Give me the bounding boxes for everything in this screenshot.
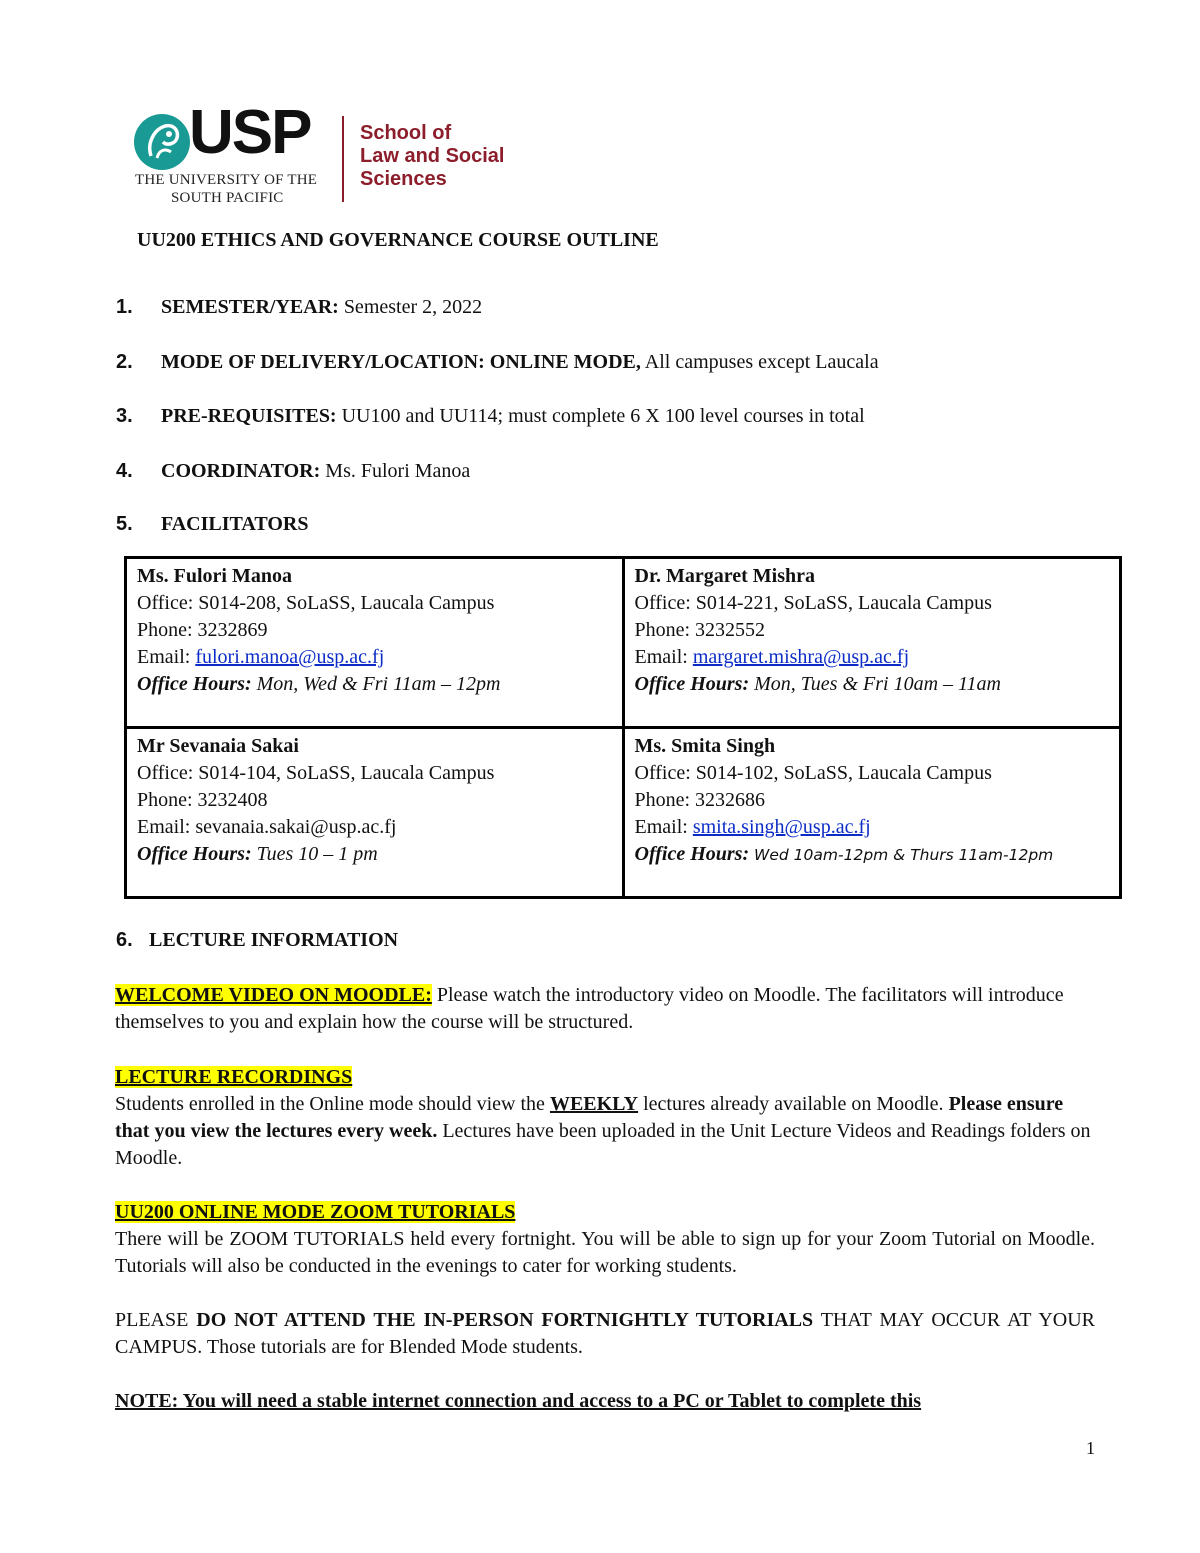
facilitator-email-row (635, 814, 1110, 841)
facilitator-name: Dr. Margaret Mishra (634, 565, 816, 587)
facilitator-office: Office: S014-102, SoLaSS, Laucala Campus (634, 762, 992, 784)
please-bold: DO NOT ATTEND THE IN-PERSON FORTNIGHTLY TUTORIALS (196, 1309, 814, 1331)
item-number: 3. (116, 405, 133, 427)
document-title: UU200 ETHICS AND GOVERNANCE COURSE OUTLINE (137, 229, 659, 251)
facilitator-email-row (137, 814, 612, 841)
welcome-video-label: WELCOME VIDEO ON MOODLE: (115, 984, 432, 1006)
zoom-heading (115, 1199, 1095, 1226)
email-label: Email: (137, 646, 196, 668)
logo-university-line2: SOUTH PACIFIC (171, 190, 284, 206)
facilitator-cell (126, 728, 624, 898)
welcome-paragraph (115, 982, 1095, 1036)
recordings-text: Students enrolled in the Online mode should view the (115, 1093, 550, 1115)
please-text: PLEASE (115, 1309, 197, 1331)
facilitator-hours (137, 841, 612, 868)
recordings-paragraph (115, 1091, 1095, 1172)
facilitator-email: sevanaia.sakai@usp.ac.fj (195, 816, 397, 838)
facilitator-email-link[interactable]: fulori.manoa@usp.ac.fj (195, 646, 385, 668)
hours-label: Office Hours: (137, 843, 252, 865)
item-mode (116, 351, 879, 374)
item-number: 4. (116, 460, 133, 482)
please-text: THAT MAY OCCUR AT YOUR CAMPUS. Those tutorials are for Blended Mode students. (115, 1309, 1095, 1358)
item-facilitators (116, 513, 308, 536)
item-label: SEMESTER/YEAR: (161, 296, 339, 318)
recordings-heading (115, 1064, 1095, 1091)
usp-emblem-icon (133, 112, 191, 172)
lecture-recordings-label: LECTURE RECORDINGS (115, 1066, 353, 1088)
hours-value: Wed 10am-12pm & Thurs 11am-12pm (749, 846, 1054, 864)
hours-label: Office Hours: (634, 843, 750, 865)
please-paragraph (115, 1307, 1095, 1361)
facilitator-phone: Phone: 3232552 (634, 619, 766, 641)
facilitator-name: Mr Sevanaia Sakai (137, 735, 299, 757)
item-number: 2. (116, 351, 133, 373)
logo-divider (342, 116, 344, 202)
item-prerequisites (116, 405, 865, 428)
facilitator-phone: Phone: 3232686 (634, 789, 766, 811)
page-number: 1 (1086, 1438, 1095, 1458)
weekly-emphasis: WEEKLY (549, 1093, 639, 1115)
item-number: 5. (116, 513, 133, 535)
item-coordinator (116, 460, 470, 483)
email-label: Email: (137, 816, 196, 838)
facilitator-email-link[interactable]: margaret.mishra@usp.ac.fj (692, 646, 910, 668)
facilitator-cell (126, 558, 624, 728)
facilitator-name: Ms. Fulori Manoa (137, 565, 292, 587)
item-value: UU100 and UU114; must complete 6 X 100 level courses in total (336, 405, 865, 427)
usp-logo (133, 98, 533, 208)
logo-school-name (360, 122, 504, 191)
facilitator-email-link[interactable]: smita.singh@usp.ac.fj (692, 816, 871, 838)
section-title: LECTURE INFORMATION (149, 929, 399, 951)
recordings-text: Lectures have been uploaded in the Unit Lecture Videos and Readings folders on Moodle. (115, 1120, 1091, 1169)
facilitator-office: Office: S014-208, SoLaSS, Laucala Campus (137, 592, 495, 614)
lecture-info-heading (116, 929, 398, 952)
item-label: PRE-REQUISITES: (161, 405, 337, 427)
hours-label: Office Hours: (137, 673, 252, 695)
note-paragraph (115, 1388, 1095, 1415)
facilitator-name: Ms. Smita Singh (634, 735, 776, 757)
email-label: Email: (634, 816, 693, 838)
facilitator-hours (635, 841, 1110, 869)
logo-school-line3: Sciences (360, 168, 447, 190)
note-text: NOTE: You will need a stable internet connection and access to a PC or Tablet to complete this (115, 1390, 922, 1412)
section-number: 6. (116, 929, 133, 951)
facilitator-cell (623, 728, 1121, 898)
logo-school-line1: School of (360, 122, 452, 144)
facilitator-phone: Phone: 3232408 (137, 789, 268, 811)
item-semester (116, 296, 482, 319)
hours-value: Mon, Wed & Fri 11am – 12pm (251, 673, 501, 695)
facilitators-table (124, 556, 1122, 899)
hours-value: Mon, Tues & Fri 10am – 11am (749, 673, 1001, 695)
item-number: 1. (116, 296, 133, 318)
facilitator-office: Office: S014-221, SoLaSS, Laucala Campus (634, 592, 992, 614)
zoom-tutorials-label: UU200 ONLINE MODE ZOOM TUTORIALS (115, 1201, 516, 1223)
logo-usp-text: USP (189, 98, 311, 167)
recordings-bold: Please ensure that you view the lectures every week. (115, 1093, 1064, 1142)
item-value: All campuses except Laucala (640, 351, 879, 373)
item-label: MODE OF DELIVERY/LOCATION: ONLINE MODE, (161, 351, 641, 373)
hours-label: Office Hours: (634, 673, 750, 695)
item-value: Ms. Fulori Manoa (320, 460, 471, 482)
logo-university-line1: THE UNIVERSITY OF THE (135, 172, 318, 188)
item-value: Semester 2, 2022 (338, 296, 483, 318)
email-label: Email: (634, 646, 693, 668)
facilitator-office: Office: S014-104, SoLaSS, Laucala Campus (137, 762, 495, 784)
hours-value: Tues 10 – 1 pm (251, 843, 378, 865)
item-label: FACILITATORS (161, 513, 309, 535)
welcome-video-text: Please watch the introductory video on Moodle. The facilitators will introduce themselves to you and explain how the course will be structured. (115, 984, 1064, 1033)
facilitator-phone: Phone: 3232869 (137, 619, 268, 641)
item-label: COORDINATOR: (161, 460, 321, 482)
facilitator-cell (623, 558, 1121, 728)
recordings-text: lectures already available on Moodle. (638, 1093, 949, 1115)
facilitator-hours (635, 671, 1110, 698)
logo-school-line2: Law and Social (360, 145, 505, 167)
zoom-paragraph: There will be ZOOM TUTORIALS held every fortnight. You will be able to sign up for your Zoom Tutorial on Moodle. Tutorials will also be conducted in the evenings to cater for working students. (115, 1228, 1095, 1277)
facilitator-hours (137, 671, 612, 698)
facilitator-email-row (137, 644, 612, 671)
facilitator-email-row (635, 644, 1110, 671)
